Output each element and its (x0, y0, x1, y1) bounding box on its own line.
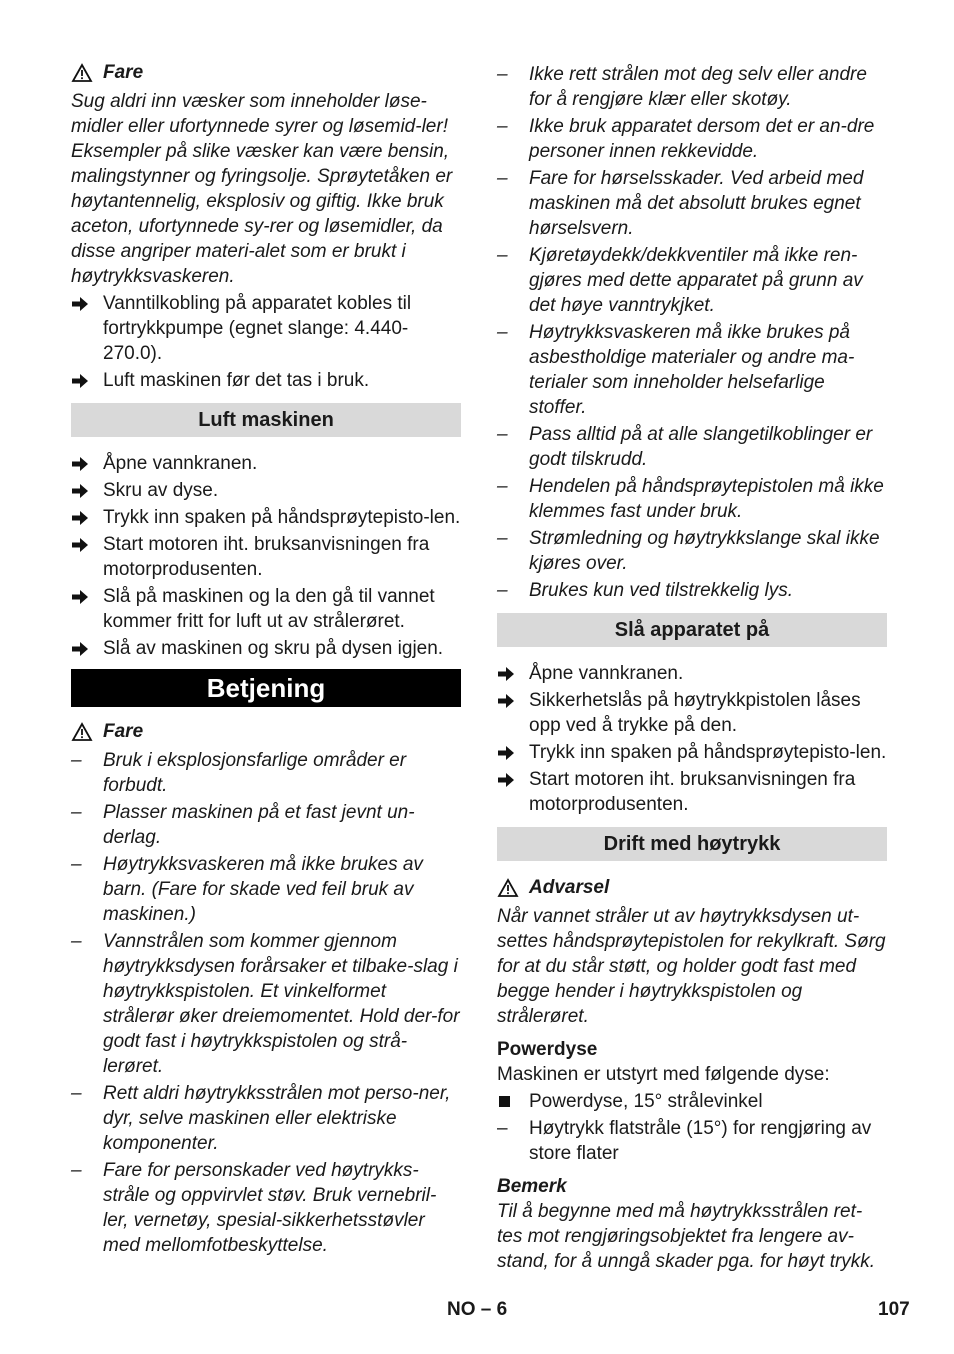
list-item (497, 474, 887, 524)
list-item-text: Sikkerhetslås på høytrykkpistolen låses opp ved å trykke på den. (529, 690, 861, 736)
list-item (497, 767, 887, 817)
arrow-right-icon (71, 636, 103, 661)
list-item (497, 1116, 887, 1166)
footer-section-label: NO – 6 (447, 1299, 508, 1320)
section-heading-drift-med-hoytrykk: Drift med høytrykk (497, 827, 887, 861)
dash-bullet: – (497, 168, 508, 189)
arrow-right-icon (71, 505, 103, 530)
warning-heading (497, 875, 887, 900)
list-item-text: Start motoren iht. bruksanvisningen fra motorprodusenten. (103, 534, 430, 580)
list-item (71, 929, 461, 1079)
list-item-text: Brukes kun ved tilstrekkelig lys. (529, 580, 793, 601)
arrow-right-icon (71, 584, 103, 609)
square-bullet-icon (497, 1089, 529, 1114)
list-item-text: Ikke rett strålen mot deg selv eller andre for å rengjøre klær eller skotøy. (529, 64, 867, 110)
dash-bullet: – (71, 750, 82, 771)
list-item (497, 114, 887, 164)
subheading-powerdyse: Powerdyse (497, 1039, 598, 1060)
steps-list (71, 451, 461, 661)
warning-heading (71, 719, 461, 744)
warning-title: Fare (103, 62, 144, 83)
list-item (497, 526, 887, 576)
list-item-text: Høytrykksvaskeren må ikke brukes av barn. (Fare for skade ved feil bruk av maskinen.) (103, 854, 423, 925)
dash-bullet: – (497, 245, 508, 266)
list-item-text: Fare for personskader ved høytrykks-stråle og oppvirvlet støv. Bruk vernebril-ler, vernetøy, spesial-sikkerhetsstøvler med mellomfotbeskyttelse. (103, 1160, 437, 1256)
dash-bullet: – (497, 1118, 508, 1139)
warning-title: Fare (103, 721, 144, 742)
list-item-text: Skru av dyse. (103, 480, 219, 501)
dash-bullet: – (497, 116, 508, 137)
list-item-text: Kjøretøydekk/dekkventiler må ikke ren-gjøres med dette apparatet på grunn av det høye vanntrykjket. (529, 245, 863, 316)
list-item (71, 505, 461, 530)
list-item (71, 368, 461, 393)
chapter-heading-betjening: Betjening (71, 669, 461, 707)
list-item-text: Ikke bruk apparatet dersom det er an-dre personer innen rekkevidde. (529, 116, 875, 162)
list-item (497, 62, 887, 112)
list-item-text: Åpne vannkranen. (529, 663, 684, 684)
steps-list (497, 661, 887, 817)
list-item (497, 1089, 887, 1114)
dash-bullet: – (497, 424, 508, 445)
list-item-text: Slå av maskinen og skru på dysen igjen. (103, 638, 444, 659)
list-item (497, 688, 887, 738)
arrow-right-icon (497, 740, 529, 765)
warning-heading (71, 60, 461, 85)
list-item (71, 291, 461, 366)
steps-list (71, 291, 461, 393)
safety-list (71, 748, 461, 1258)
list-item-text: Rett aldri høytrykksstrålen mot perso-ner, dyr, selve maskinen eller elektriske komponenter. (103, 1083, 451, 1154)
warning-triangle-icon (71, 63, 93, 83)
dash-bullet: – (71, 1160, 82, 1181)
list-item (71, 800, 461, 850)
dash-bullet: – (71, 854, 82, 875)
dash-bullet: – (497, 528, 508, 549)
list-item-text: Hendelen på håndsprøytepistolen må ikke klemmes fast under bruk. (529, 476, 884, 522)
list-item-text: Powerdyse, 15° strålevinkel (529, 1091, 763, 1112)
page-number: 107 (878, 1299, 910, 1320)
arrow-right-icon (497, 688, 529, 713)
dash-bullet: – (497, 322, 508, 343)
list-item-text: Start motoren iht. bruksanvisningen fra motorprodusenten. (529, 769, 856, 815)
list-item-text: Luft maskinen før det tas i bruk. (103, 370, 370, 391)
list-item (497, 243, 887, 318)
list-item (71, 748, 461, 798)
dash-bullet: – (71, 1083, 82, 1104)
list-item-text: Bruk i eksplosjonsfarlige områder er forbudt. (103, 750, 407, 796)
list-item (71, 636, 461, 661)
list-item (497, 578, 887, 603)
arrow-right-icon (71, 451, 103, 476)
list-item (71, 532, 461, 582)
arrow-right-icon (497, 767, 529, 792)
arrow-right-icon (71, 291, 103, 316)
list-item (497, 740, 887, 765)
list-item-text: Trykk inn spaken på håndsprøytepisto-len. (103, 507, 461, 528)
warning-text: Sug aldri inn væsker som inneholder løse-midler eller ufortynnede syrer og løsemid-ler! Eksempler på slike væsker kan være bensin, malingstynner og fyringsolje. Sprøytetåken er høytantennelig, eksplosiv og giftig. Ikke bruk aceton, ufortynnede sy-rer og løsemidler, da disse angriper materi-alet som er brukt i høytrykksvaskeren. (71, 91, 453, 287)
list-item-text: Vannstrålen som kommer gjennom høytrykksdysen forårsaker et tilbake-slag i høytrykkspistolen. Et vinkelformet strålerør øker dreiemomentet. Hold der-for godt fast i høytrykkspistolen og strå-lerøret. (103, 931, 460, 1077)
warning-triangle-icon (71, 722, 93, 742)
list-item (71, 852, 461, 927)
list-item (71, 451, 461, 476)
section-heading-sla-apparatet-pa: Slå apparatet på (497, 613, 887, 647)
dash-bullet: – (71, 931, 82, 952)
list-item (497, 661, 887, 686)
subheading-bemerk: Bemerk (497, 1176, 567, 1197)
list-item-text: Slå på maskinen og la den gå til vannet kommer fritt for luft ut av strålerøret. (103, 586, 435, 632)
safety-list (497, 62, 887, 603)
arrow-right-icon (71, 478, 103, 503)
list-item (71, 584, 461, 634)
list-item-text: Vanntilkobling på apparatet kobles til fortrykkpumpe (egnet slange: 4.440-270.0). (103, 293, 412, 364)
dash-bullet: – (497, 476, 508, 497)
left-column (71, 60, 461, 1260)
list-item (71, 478, 461, 503)
right-column (497, 60, 887, 1274)
warning-triangle-icon (497, 878, 519, 898)
dash-bullet: – (71, 802, 82, 823)
list-item (497, 422, 887, 472)
section-heading-luft-maskinen: Luft maskinen (71, 403, 461, 437)
list-item (71, 1081, 461, 1156)
warning-text: Når vannet stråler ut av høytrykksdysen ut-settes håndsprøytepistolen for rekylkraft. Sørg for at du står støtt, og holder godt fast med begge hender i høytrykkspistolen og strålerøret. (497, 906, 886, 1027)
arrow-right-icon (71, 368, 103, 393)
list-item-text: Pass alltid på at alle slangetilkoblinger er godt tilskrudd. (529, 424, 873, 470)
arrow-right-icon (497, 661, 529, 686)
list-item-text: Strømledning og høytrykkslange skal ikke kjøres over. (529, 528, 880, 574)
list-item-text: Fare for hørselsskader. Ved arbeid med maskinen må det absolutt brukes egnet hørselsvern. (529, 168, 864, 239)
arrow-right-icon (71, 532, 103, 557)
list-item (71, 1158, 461, 1258)
list-item-text: Åpne vannkranen. (103, 453, 258, 474)
list-item-text: Høytrykk flatstråle (15°) for rengjøring av store flater (529, 1118, 872, 1164)
list-item-text: Høytrykksvaskeren må ikke brukes på asbestholdige materialer og andre ma-terialer som inneholder helsefarlige stoffer. (529, 322, 855, 418)
dash-bullet: – (497, 64, 508, 85)
dash-bullet: – (497, 580, 508, 601)
list-item (497, 166, 887, 241)
warning-title: Advarsel (529, 877, 610, 898)
note-text: Til å begynne med må høytrykksstrålen ret-tes mot rengjøringsobjektet fra lengere av-stand, for å unngå skader pga. for høyt trykk. (497, 1201, 876, 1272)
list-item (497, 320, 887, 420)
list-item-text: Plasser maskinen på et fast jevnt un-derlag. (103, 802, 415, 848)
list-item-text: Trykk inn spaken på håndsprøytepisto-len. (529, 742, 887, 763)
paragraph: Maskinen er utstyrt med følgende dyse: (497, 1064, 830, 1085)
